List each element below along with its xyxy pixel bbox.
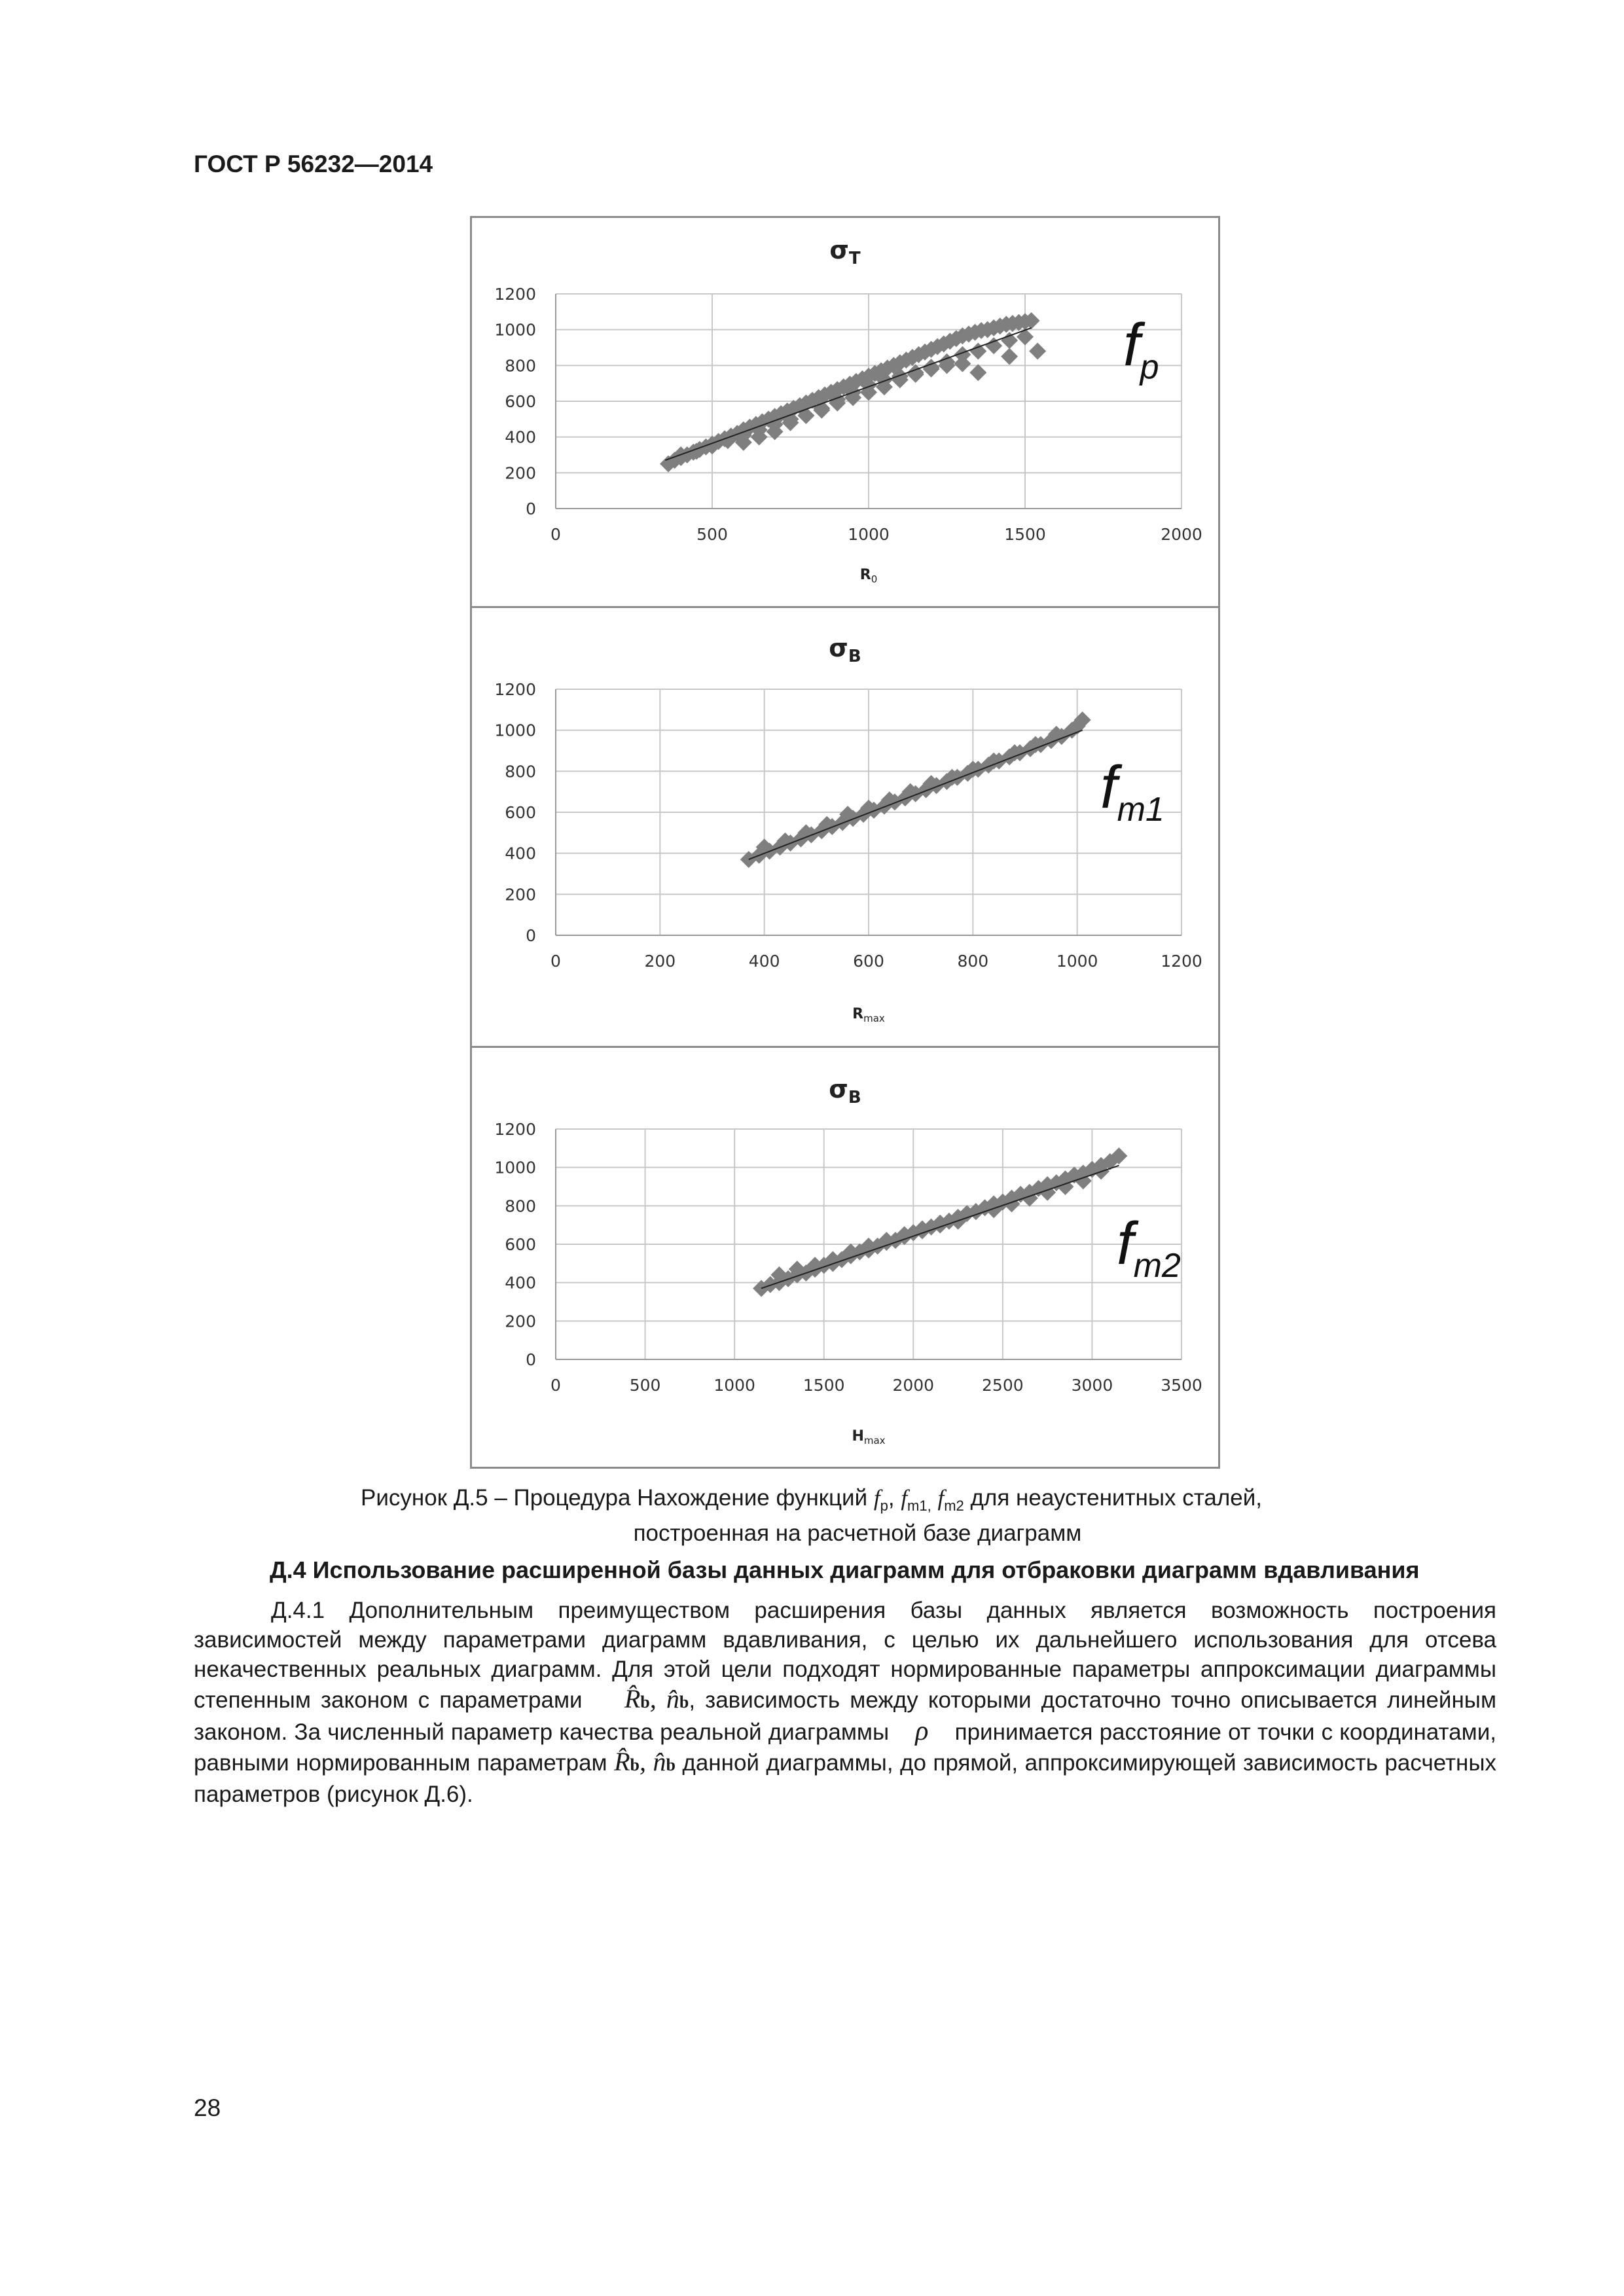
x-tick-label: 800 bbox=[957, 952, 989, 971]
y-tick-label: 1200 bbox=[494, 680, 536, 699]
function-annotation-f: f bbox=[1117, 1210, 1134, 1277]
chart-title-symbol: σ bbox=[829, 236, 849, 264]
chart-title-subscript: B bbox=[848, 647, 861, 666]
chart-sigma-t bbox=[470, 216, 1220, 610]
chart-title bbox=[829, 1075, 861, 1107]
x-axis-label bbox=[852, 1428, 885, 1446]
function-annotation-subscript: p bbox=[1140, 348, 1159, 386]
chart-sigma-t-svg bbox=[472, 218, 1218, 608]
page-number: 28 bbox=[194, 2094, 221, 2121]
chart-title-subscript: B bbox=[848, 1088, 861, 1107]
y-tick-label: 1200 bbox=[494, 1120, 536, 1139]
document-header: ГОСТ Р 56232—2014 bbox=[194, 151, 433, 177]
x-tick-label: 1500 bbox=[1004, 525, 1046, 544]
data-point bbox=[969, 364, 986, 381]
chart-sigma-b-hmax bbox=[470, 1046, 1220, 1469]
x-tick-label: 0 bbox=[550, 952, 561, 971]
x-axis-label bbox=[860, 567, 878, 585]
x-tick-label: 200 bbox=[644, 952, 676, 971]
x-tick-label: 0 bbox=[550, 1376, 561, 1395]
para-part2: , зависимость между которыми достаточно точно описывается линейным законом. За численный параметр качества реальной диаграммы bbox=[194, 1687, 1497, 1745]
data-point bbox=[1001, 348, 1018, 365]
x-axis-label-main: H bbox=[852, 1428, 864, 1444]
chart-title-symbol: σ bbox=[829, 1075, 848, 1103]
y-tick-label: 400 bbox=[505, 1273, 536, 1293]
x-tick-label: 600 bbox=[853, 952, 884, 971]
caption-fm2-sub: m2 bbox=[944, 1498, 964, 1514]
paragraph bbox=[194, 1596, 1496, 1809]
x-tick-label: 400 bbox=[748, 952, 780, 971]
y-tick-label: 600 bbox=[505, 803, 536, 822]
caption-fp: f bbox=[873, 1485, 880, 1511]
trend-line bbox=[665, 328, 1031, 460]
math-r-hat: R̂b, bbox=[624, 1684, 657, 1713]
y-tick-label: 400 bbox=[505, 844, 536, 863]
caption-fm1: f bbox=[901, 1485, 908, 1511]
y-tick-label: 1000 bbox=[494, 1158, 536, 1177]
x-tick-label: 1000 bbox=[848, 525, 890, 544]
x-axis-label-subscript: max bbox=[863, 1013, 885, 1024]
function-annotation-f: f bbox=[1100, 754, 1117, 821]
x-tick-label: 2000 bbox=[1161, 525, 1202, 544]
chart-sigma-b-rmax-svg bbox=[472, 608, 1218, 1047]
y-tick-label: 0 bbox=[526, 926, 536, 945]
x-tick-label: 3500 bbox=[1161, 1376, 1202, 1395]
caption-fp-sub: p bbox=[880, 1498, 888, 1514]
math-n-hat-2: n̂b bbox=[653, 1747, 676, 1776]
para-part3: принимается расстояние от точки с координатами, равными нормированным параметрам bbox=[194, 1719, 1496, 1776]
math-r-hat-2: R̂b, bbox=[614, 1747, 646, 1776]
caption-line2: построенная на расчетной базе диаграмм bbox=[633, 1520, 1082, 1546]
x-tick-label: 2500 bbox=[982, 1376, 1024, 1395]
function-annotation bbox=[1123, 312, 1159, 386]
x-tick-label: 0 bbox=[550, 525, 561, 544]
data-point bbox=[923, 361, 940, 378]
section-title: Д.4 Использование расширенной базы данных диаграмм для отбраковки диаграмм вдавливания bbox=[270, 1556, 1420, 1583]
y-tick-label: 1000 bbox=[494, 721, 536, 740]
y-tick-label: 0 bbox=[526, 499, 536, 518]
y-tick-label: 1200 bbox=[494, 285, 536, 304]
caption-fm1-sub: m1, bbox=[907, 1498, 931, 1514]
trend-line bbox=[761, 1166, 1119, 1289]
x-tick-label: 500 bbox=[629, 1376, 661, 1395]
y-tick-label: 200 bbox=[505, 885, 536, 905]
y-tick-label: 800 bbox=[505, 1196, 536, 1216]
data-point bbox=[1017, 329, 1034, 346]
x-tick-label: 3000 bbox=[1071, 1376, 1113, 1395]
x-axis-label bbox=[852, 1006, 885, 1024]
x-axis-label-subscript: 0 bbox=[871, 573, 878, 585]
function-annotation-subscript: m2 bbox=[1133, 1247, 1181, 1285]
data-point bbox=[1001, 332, 1018, 349]
data-point bbox=[954, 355, 971, 372]
figure-caption: Рисунок Д.5 – Процедура Нахождение функций $f_p$, $f_{m1,}$ $f_{m2}$ для неаустенитных сталей, построенная на расчетной базе диаграмм bbox=[353, 1484, 1335, 1547]
trend-line bbox=[749, 730, 1083, 859]
math-rho: ρ bbox=[915, 1716, 929, 1746]
x-tick-label: 1000 bbox=[1056, 952, 1098, 971]
y-tick-label: 400 bbox=[505, 427, 536, 447]
function-annotation-f: f bbox=[1123, 312, 1140, 378]
chart-title bbox=[829, 236, 861, 268]
function-annotation bbox=[1117, 1210, 1181, 1285]
x-axis-label-subscript: max bbox=[863, 1435, 886, 1446]
x-axis-label-main: R bbox=[859, 567, 871, 583]
chart-sigma-b-hmax-svg bbox=[472, 1048, 1218, 1467]
caption-fm2: f bbox=[937, 1485, 945, 1511]
function-annotation-subscript: m1 bbox=[1117, 791, 1164, 829]
math-n-hat: n̂b bbox=[666, 1684, 689, 1713]
x-tick-label: 1500 bbox=[803, 1376, 845, 1395]
x-tick-label: 500 bbox=[696, 525, 728, 544]
chart-sigma-b-rmax bbox=[470, 606, 1220, 1049]
chart-title-symbol: σ bbox=[829, 634, 848, 662]
y-tick-label: 600 bbox=[505, 1235, 536, 1254]
chart-title bbox=[829, 634, 861, 666]
y-tick-label: 200 bbox=[505, 1312, 536, 1331]
y-tick-label: 1000 bbox=[494, 320, 536, 340]
para-part1: Д.4.1 Дополнительным преимуществом расширения базы данных является возможность построения зависимостей между параметрами диаграмм вдавливания, с целью их дальнейшего использования для отсева некачественных реальных диаграмм. Для этой цели подходят нормированные параметры аппроксимации диаграммы степенным законом с параметрами bbox=[194, 1598, 1496, 1713]
y-tick-label: 800 bbox=[505, 762, 536, 781]
y-tick-label: 600 bbox=[505, 392, 536, 411]
x-tick-label: 1000 bbox=[713, 1376, 755, 1395]
y-tick-label: 200 bbox=[505, 463, 536, 483]
caption-suffix: для неаустенитных сталей, bbox=[970, 1485, 1262, 1511]
caption-prefix: Рисунок Д.5 – Процедура Нахождение функций bbox=[361, 1485, 868, 1511]
para-part4: данной диаграммы, до прямой, аппроксимирующей зависимость расчетных параметров (рисунок Д.6). bbox=[194, 1750, 1497, 1807]
data-point bbox=[907, 364, 924, 381]
x-tick-label: 2000 bbox=[892, 1376, 935, 1395]
y-tick-label: 0 bbox=[526, 1350, 536, 1369]
x-axis-label-main: R bbox=[852, 1006, 864, 1022]
function-annotation bbox=[1100, 754, 1164, 829]
chart-title-subscript: T bbox=[848, 249, 861, 268]
x-tick-label: 1200 bbox=[1161, 952, 1202, 971]
y-tick-label: 800 bbox=[505, 356, 536, 376]
data-point bbox=[1029, 342, 1046, 359]
